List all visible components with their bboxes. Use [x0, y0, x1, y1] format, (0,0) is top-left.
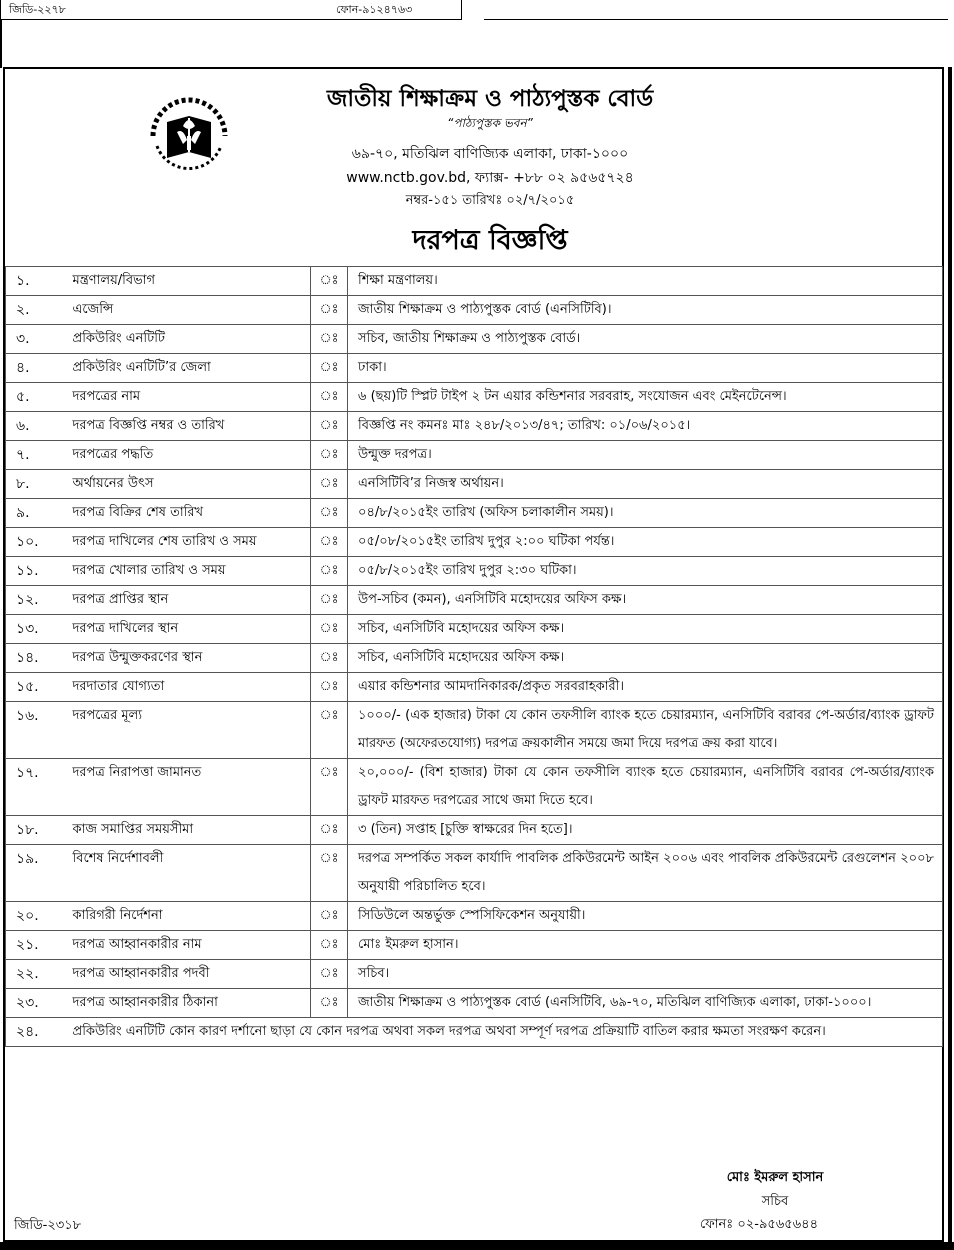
table-row	[6, 325, 943, 354]
row-number: ১৭.	[6, 759, 61, 816]
table-row	[6, 528, 943, 557]
row-value: সচিব, এনসিটিবি মহোদয়ের অফিস কক্ষ।	[348, 615, 943, 644]
row-separator: ঃ	[311, 325, 348, 354]
row-value: জাতীয় শিক্ষাক্রম ও পাঠ্যপুস্তক বোর্ড (এনসিটিবি, ৬৯-৭০, মতিঝিল বাণিজ্যিক এলাকা, ঢাকা-১০০০।	[348, 989, 943, 1018]
row-separator: ঃ	[311, 557, 348, 586]
table-row	[6, 702, 943, 759]
row-separator: ঃ	[311, 845, 348, 902]
row-separator: ঃ	[311, 931, 348, 960]
table-row	[6, 557, 943, 586]
row-value: ৩ (তিন) সপ্তাহ [চুক্তি স্বাক্ষরের দিন হতে]।	[348, 816, 943, 845]
row-number: ১০.	[6, 528, 61, 557]
row-separator: ঃ	[311, 528, 348, 557]
row-value: দরপত্র সম্পর্কিত সকল কার্যাদি পাবলিক প্রকিউরমেন্ট আইন ২০০৬ এবং পাবলিক প্রকিউরমেন্ট রেগুলেশন ২০০৮ অনুযায়ী পরিচালিত হবে।	[348, 845, 943, 902]
row-value: ০৪/৮/২০১৫ইং তারিখ (অফিস চলাকালীন সময়)।	[348, 499, 943, 528]
row-label: প্রকিউরিং এনটিটি	[61, 325, 311, 354]
table-row	[6, 441, 943, 470]
row-number: ১৩.	[6, 615, 61, 644]
row-label: দরদাতার যোগ্যতা	[61, 673, 311, 702]
table-row-final	[6, 1018, 943, 1047]
left-edge	[0, 20, 2, 68]
table-row	[6, 412, 943, 441]
row-value: ০৫/০৮/২০১৫ইং তারিখ দুপুর ২:০০ ঘটিকা পর্যন্ত।	[348, 528, 943, 557]
row-label: দরপত্র খোলার তারিখ ও সময়	[61, 557, 311, 586]
row-number: ১৯.	[6, 845, 61, 902]
table-row	[6, 644, 943, 673]
row-value: ৬ (ছয়)টি স্প্লিট টাইপ ২ টন এয়ার কন্ডিশনার সরবরাহ, সংযোজন এবং মেইনটেনেন্স।	[348, 383, 943, 412]
row-label: প্রকিউরিং এনটিটি’র জেলা	[61, 354, 311, 383]
table-row	[6, 354, 943, 383]
table-row	[6, 902, 943, 931]
row-number: ১৬.	[6, 702, 61, 759]
row-label: কারিগরী নির্দেশনা	[61, 902, 311, 931]
row-number: ৮.	[6, 470, 61, 499]
row-label: দরপত্র বিক্রির শেষ তারিখ	[61, 499, 311, 528]
row-value: সচিব, জাতীয় শিক্ষাক্রম ও পাঠ্যপুস্তক বোর্ড।	[348, 325, 943, 354]
tender-table	[5, 266, 943, 1047]
table-row	[6, 759, 943, 816]
web-fax: www.nctb.gov.bd, ফ্যাক্স- +৮৮ ০২ ৯৫৬৫৭২৪	[346, 170, 634, 186]
row-value: শিক্ষা মন্ত্রণালয়।	[348, 267, 943, 296]
row-label: দরপত্র প্রাপ্তির স্থান	[61, 586, 311, 615]
row-separator: ঃ	[311, 673, 348, 702]
table-row	[6, 296, 943, 325]
row-label: দরপত্র আহ্বানকারীর নাম	[61, 931, 311, 960]
row-separator: ঃ	[311, 470, 348, 499]
row-number: ৭.	[6, 441, 61, 470]
building-name: “পাঠ্যপুস্তক ভবন”	[447, 116, 533, 130]
row-separator: ঃ	[311, 902, 348, 931]
table-row	[6, 989, 943, 1018]
table-row	[6, 586, 943, 615]
row-number: ১৪.	[6, 644, 61, 673]
row-label: অর্থায়নের উৎস	[61, 470, 311, 499]
table-row	[6, 470, 943, 499]
row-value: সচিব, এনসিটিবি মহোদয়ের অফিস কক্ষ।	[348, 644, 943, 673]
row-label: দরপত্র দাখিলের শেষ তারিখ ও সময়	[61, 528, 311, 557]
row-value: ঢাকা।	[348, 354, 943, 383]
row-label: দরপত্র উন্মুক্তকরণের স্থান	[61, 644, 311, 673]
signatory-name: মোঃ ইমরুল হাসান	[726, 1170, 824, 1185]
row-number: ১৫.	[6, 673, 61, 702]
row-separator: ঃ	[311, 702, 348, 759]
footer-gd-number: জিডি-২৩১৮	[14, 1218, 82, 1233]
row-value: ২০,০০০/- (বিশ হাজার) টাকা যে কোন তফসীলি ব্যাংক হতে চেয়ারম্যান, এনসিটিবি বরাবর পে-অর্ডার/ব্যাংক ড্রাফট মারফত দরপত্রের সাথে জমা দিতে হবে।	[348, 759, 943, 816]
row-label: দরপত্রের পদ্ধতি	[61, 441, 311, 470]
row-label: দরপত্রের মূল্য	[61, 702, 311, 759]
row-separator: ঃ	[311, 586, 348, 615]
row-label: এজেন্সি	[61, 296, 311, 325]
row-value: সিডিউলে অন্তর্ভুক্ত স্পেসিফিকেশন অনুযায়ী।	[348, 902, 943, 931]
row-number: ৯.	[6, 499, 61, 528]
row-label: দরপত্রের নাম	[61, 383, 311, 412]
notice-title: দরপত্র বিজ্ঞপ্তি	[412, 225, 568, 256]
row-value: এয়ার কন্ডিশনার আমদানিকারক/প্রকৃত সরবরাহকারী।	[348, 673, 943, 702]
table-row	[6, 960, 943, 989]
right-edge	[948, 67, 952, 1247]
row-number: ৫.	[6, 383, 61, 412]
row-label: দরপত্র আহ্বানকারীর পদবী	[61, 960, 311, 989]
top-rule	[484, 19, 948, 20]
table-row	[6, 673, 943, 702]
row-separator: ঃ	[311, 383, 348, 412]
row-separator: ঃ	[311, 989, 348, 1018]
row-separator: ঃ	[311, 267, 348, 296]
row-value: ০৫/৮/২০১৫ইং তারিখ দুপুর ২:৩০ ঘটিকা।	[348, 557, 943, 586]
row-label: দরপত্র আহ্বানকারীর ঠিকানা	[61, 989, 311, 1018]
top-gd-number: জিডি-২২৭৮	[9, 3, 66, 16]
row-value: এনসিটিবি’র নিজস্ব অর্থায়ন।	[348, 470, 943, 499]
table-row	[6, 615, 943, 644]
row-separator: ঃ	[311, 296, 348, 325]
row-value: উপ-সচিব (কমন), এনসিটিবি মহোদয়ের অফিস কক্ষ।	[348, 586, 943, 615]
reference-number: নম্বর-১৫১ তারিখঃ ০২/৭/২০১৫	[405, 193, 575, 208]
row-number: ১.	[6, 267, 61, 296]
row-separator: ঃ	[311, 644, 348, 673]
table-row	[6, 499, 943, 528]
row-separator: ঃ	[311, 499, 348, 528]
top-phone: ফোন-৯১২৪৭৬৩	[336, 3, 413, 16]
row-number: ২৪.	[6, 1018, 61, 1047]
row-separator: ঃ	[311, 412, 348, 441]
org-title: জাতীয় শিক্ষাক্রম ও পাঠ্যপুস্তক বোর্ড	[326, 85, 654, 112]
top-ref-box	[0, 0, 462, 20]
row-label: কাজ সমাপ্তির সময়সীমা	[61, 816, 311, 845]
signatory-title: সচিব	[761, 1194, 789, 1209]
bottom-edge	[0, 1242, 954, 1250]
table-row	[6, 845, 943, 902]
row-number: ২.	[6, 296, 61, 325]
row-label: মন্ত্রণালয়/বিভাগ	[61, 267, 311, 296]
row-number: ৩.	[6, 325, 61, 354]
row-value: সচিব।	[348, 960, 943, 989]
row-value: মোঃ ইমরুল হাসান।	[348, 931, 943, 960]
table-row	[6, 267, 943, 296]
row-value: বিজ্ঞপ্তি নং কমনঃ মাঃ ২৪৮/২০১৩/৪৭; তারিখ: ০১/০৬/২০১৫।	[348, 412, 943, 441]
row-separator: ঃ	[311, 816, 348, 845]
row-number: ২২.	[6, 960, 61, 989]
row-value: ১০০০/- (এক হাজার) টাকা যে কোন তফসীলি ব্যাংক হতে চেয়ারম্যান, এনসিটিবি বরাবর পে-অর্ডার/ব্যাংক ড্রাফট মারফত (অফেরতযোগ্য) দরপত্র ক্রয়কালীন সময়ে জমা দিয়ে দরপত্র ক্রয় করা যাবে।	[348, 702, 943, 759]
table-row	[6, 931, 943, 960]
table-row	[6, 816, 943, 845]
row-number: ৪.	[6, 354, 61, 383]
row-number: ২০.	[6, 902, 61, 931]
row-separator: ঃ	[311, 960, 348, 989]
row-label: বিশেষ নির্দেশাবলী	[61, 845, 311, 902]
row-number: ২৩.	[6, 989, 61, 1018]
row-label: দরপত্র বিজ্ঞপ্তি নম্বর ও তারিখ	[61, 412, 311, 441]
row-number: ২১.	[6, 931, 61, 960]
row-number: ১১.	[6, 557, 61, 586]
table-row	[6, 383, 943, 412]
row-separator: ঃ	[311, 354, 348, 383]
row-value: জাতীয় শিক্ষাক্রম ও পাঠ্যপুস্তক বোর্ড (এনসিটিবি)।	[348, 296, 943, 325]
row-number: ১৮.	[6, 816, 61, 845]
row-separator: ঃ	[311, 759, 348, 816]
final-row-text: প্রকিউরিং এনটিটি কোন কারণ দর্শানো ছাড়া যে কোন দরপত্র অথবা সকল দরপত্র অথবা সম্পূর্ণ দরপত্র প্রক্রিয়াটি বাতিল করার ক্ষমতা সংরক্ষণ করেন।	[61, 1018, 943, 1047]
row-value: উন্মুক্ত দরপত্র।	[348, 441, 943, 470]
signatory-phone: ফোনঃ ০২-৯৫৬৫৬৪৪	[700, 1217, 819, 1232]
row-number: ১২.	[6, 586, 61, 615]
org-address: ৬৯-৭০, মতিঝিল বাণিজ্যিক এলাকা, ঢাকা-১০০০	[351, 146, 629, 162]
row-label: দরপত্র দাখিলের স্থান	[61, 615, 311, 644]
row-separator: ঃ	[311, 441, 348, 470]
row-number: ৬.	[6, 412, 61, 441]
row-separator: ঃ	[311, 615, 348, 644]
row-label: দরপত্র নিরাপত্তা জামানত	[61, 759, 311, 816]
